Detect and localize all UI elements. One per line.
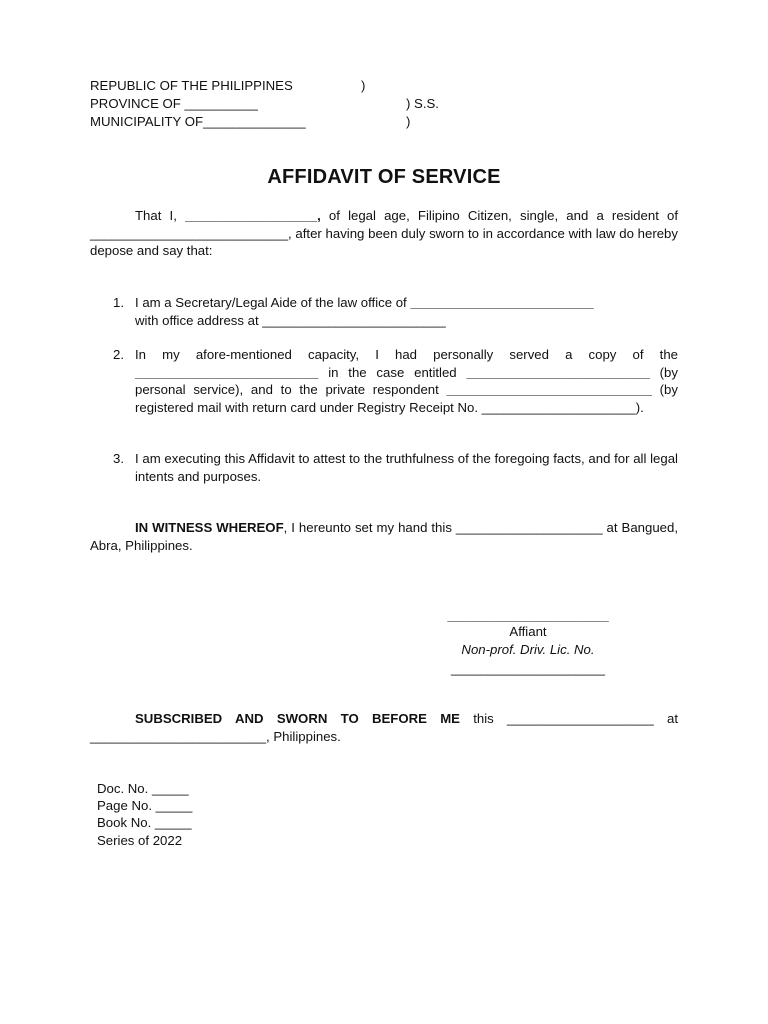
signature-line: ______________________	[447, 608, 609, 623]
license-label: Non-prof. Driv. Lic. No.	[461, 642, 595, 657]
item-3-text: I am executing this Affidavit to attest to the truthfulness of the foregoing facts, and for all legal intents and purposes.	[135, 451, 678, 484]
header-municipality: MUNICIPALITY OF______________	[90, 114, 306, 129]
affiant-name-blank: __________________,	[185, 208, 321, 223]
item-2-text	[135, 346, 678, 416]
witness-paragraph	[90, 519, 678, 554]
intro-text-a: That I,	[135, 208, 177, 223]
header-paren-3: )	[406, 114, 411, 129]
series-year: Series of 2022	[97, 833, 183, 848]
item-1-number: 1.	[113, 295, 124, 310]
book-no: Book No. _____	[97, 815, 192, 830]
item-2-text-c: (by personal service), and to the private respondent	[135, 364, 678, 398]
header-province: PROVINCE OF __________	[90, 96, 258, 111]
header-republic: REPUBLIC OF THE PHILIPPINES	[90, 78, 293, 93]
page-title: AFFIDAVIT OF SERVICE	[267, 166, 501, 188]
header-ss: ) S.S.	[406, 96, 439, 111]
item-2-number: 2.	[113, 347, 124, 362]
sworn-text: this ____________________ at ________________________, Philippines.	[90, 711, 678, 744]
item-2-text-b: in the case entitled	[328, 364, 457, 380]
header-paren-1: )	[361, 78, 366, 93]
page-no: Page No. _____	[97, 798, 193, 813]
respondent-blank: ____________________________	[446, 382, 652, 398]
law-office-blank: _________________________	[410, 295, 594, 310]
witness-heading: IN WITNESS WHEREOF	[135, 520, 284, 535]
document-copy-blank: _________________________	[135, 364, 319, 380]
item-1-text-a: I am a Secretary/Legal Aide of the law office of	[135, 295, 407, 310]
intro-text-b: of legal age, Filipino Citizen, single, and a resident of ___________________________, after having been duly sworn to in accordance with law do hereby depose and say that:	[90, 208, 679, 259]
intro-paragraph	[90, 207, 678, 260]
witness-text: , I hereunto set my hand this ____________________ at Bangued, Abra, Philippines.	[90, 520, 678, 553]
case-title-blank: _________________________	[466, 364, 650, 380]
item-2-text-d: (by registered mail with return card under Registry Receipt No. _____________________).	[135, 382, 678, 415]
item-1-text	[135, 294, 678, 329]
item-3-number: 3.	[113, 451, 124, 466]
doc-no: Doc. No. _____	[97, 781, 189, 796]
sworn-paragraph	[90, 710, 678, 745]
sworn-heading: SUBSCRIBED AND SWORN TO BEFORE ME	[135, 711, 460, 726]
item-2-text-a: In my afore-mentioned capacity, I had personally served a copy of the	[135, 347, 678, 362]
item-1-text-b: with office address at _________________________	[135, 312, 446, 328]
license-number-line: _____________________	[450, 661, 606, 676]
affiant-label: Affiant	[509, 624, 547, 639]
